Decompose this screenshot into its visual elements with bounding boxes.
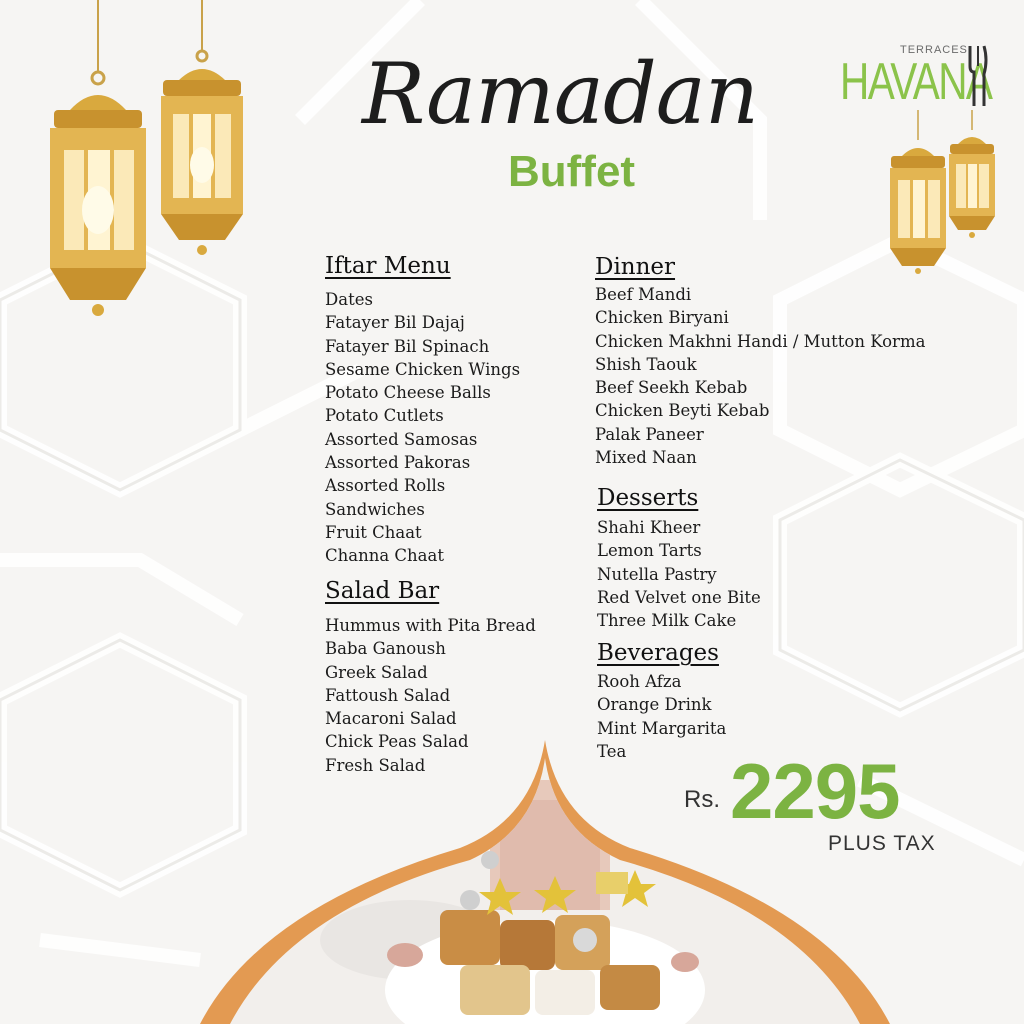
iftar-item: Assorted Samosas [325, 429, 478, 449]
beverages-item: Mint Margarita [597, 718, 727, 738]
desserts-item: Shahi Kheer [597, 518, 701, 537]
iftar-item: Assorted Rolls [325, 476, 446, 496]
salad-item: Macaroni Salad [325, 709, 457, 729]
desserts-item: Lemon Tarts [597, 541, 702, 561]
lantern-small-icon [886, 110, 950, 275]
brand-logo: HAVANA [840, 53, 992, 111]
brand-tagline: TERRACES [900, 44, 968, 56]
iftar-item: Sandwiches [325, 499, 425, 519]
dinner-item: Mixed Naan [595, 448, 697, 468]
desserts-item: Red Velvet one Bite [597, 587, 761, 607]
salad-item: Hummus with Pita Bread [325, 616, 536, 635]
desserts-list [597, 516, 761, 632]
dinner-item: Beef Mandi [595, 285, 692, 304]
salad-item: Greek Salad [325, 662, 428, 682]
iftar-menu-heading: Iftar Menu [325, 253, 451, 279]
dinner-item: Shish Taouk [595, 354, 697, 374]
lantern-large-icon [40, 0, 155, 320]
iftar-item: Fruit Chaat [325, 522, 422, 542]
salad-item: Chick Peas Salad [325, 732, 469, 752]
iftar-item: Potato Cheese Balls [325, 383, 491, 403]
dinner-item: Palak Paneer [595, 424, 704, 444]
dinner-list [595, 283, 925, 469]
iftar-menu-list [325, 288, 520, 568]
salad-item: Fresh Salad [325, 755, 426, 775]
dinner-item: Chicken Biryani [595, 308, 729, 328]
dessert-platter-image [200, 740, 890, 1024]
dinner-item: Chicken Makhni Handi / Mutton Korma [595, 331, 926, 351]
beverages-item: Tea [597, 741, 627, 761]
dinner-item: Beef Seekh Kebab [595, 378, 748, 398]
dinner-heading: Dinner [595, 254, 676, 280]
beverages-item: Rooh Afza [597, 672, 682, 691]
iftar-item: Assorted Pakoras [325, 453, 471, 473]
desserts-item: Nutella Pastry [597, 564, 717, 584]
iftar-item: Dates [325, 290, 373, 309]
page-title: Ramadan [362, 45, 758, 143]
salad-item: Fattoush Salad [325, 685, 451, 705]
salad-bar-heading: Salad Bar [325, 578, 440, 604]
lantern-medium-icon [155, 0, 250, 260]
dinner-item: Chicken Beyti Kebab [595, 401, 770, 421]
iftar-item: Fatayer Bil Dajaj [325, 313, 465, 333]
price-note: PLUS TAX [828, 832, 936, 855]
desserts-item: Three Milk Cake [597, 611, 737, 631]
salad-item: Baba Ganoush [325, 639, 446, 659]
iftar-item: Channa Chaat [325, 546, 444, 566]
iftar-item: Sesame Chicken Wings [325, 359, 521, 379]
iftar-item: Fatayer Bil Spinach [325, 336, 490, 356]
beverages-heading: Beverages [597, 640, 719, 666]
beverages-item: Orange Drink [597, 695, 712, 715]
iftar-item: Potato Cutlets [325, 406, 444, 426]
desserts-heading: Desserts [597, 485, 699, 511]
page-subtitle: Buffet [508, 147, 636, 196]
lantern-small-icon [946, 110, 998, 240]
fork-knife-icon [966, 44, 990, 110]
price-amount: 2295 [730, 747, 900, 835]
price-currency: Rs. [684, 786, 720, 813]
